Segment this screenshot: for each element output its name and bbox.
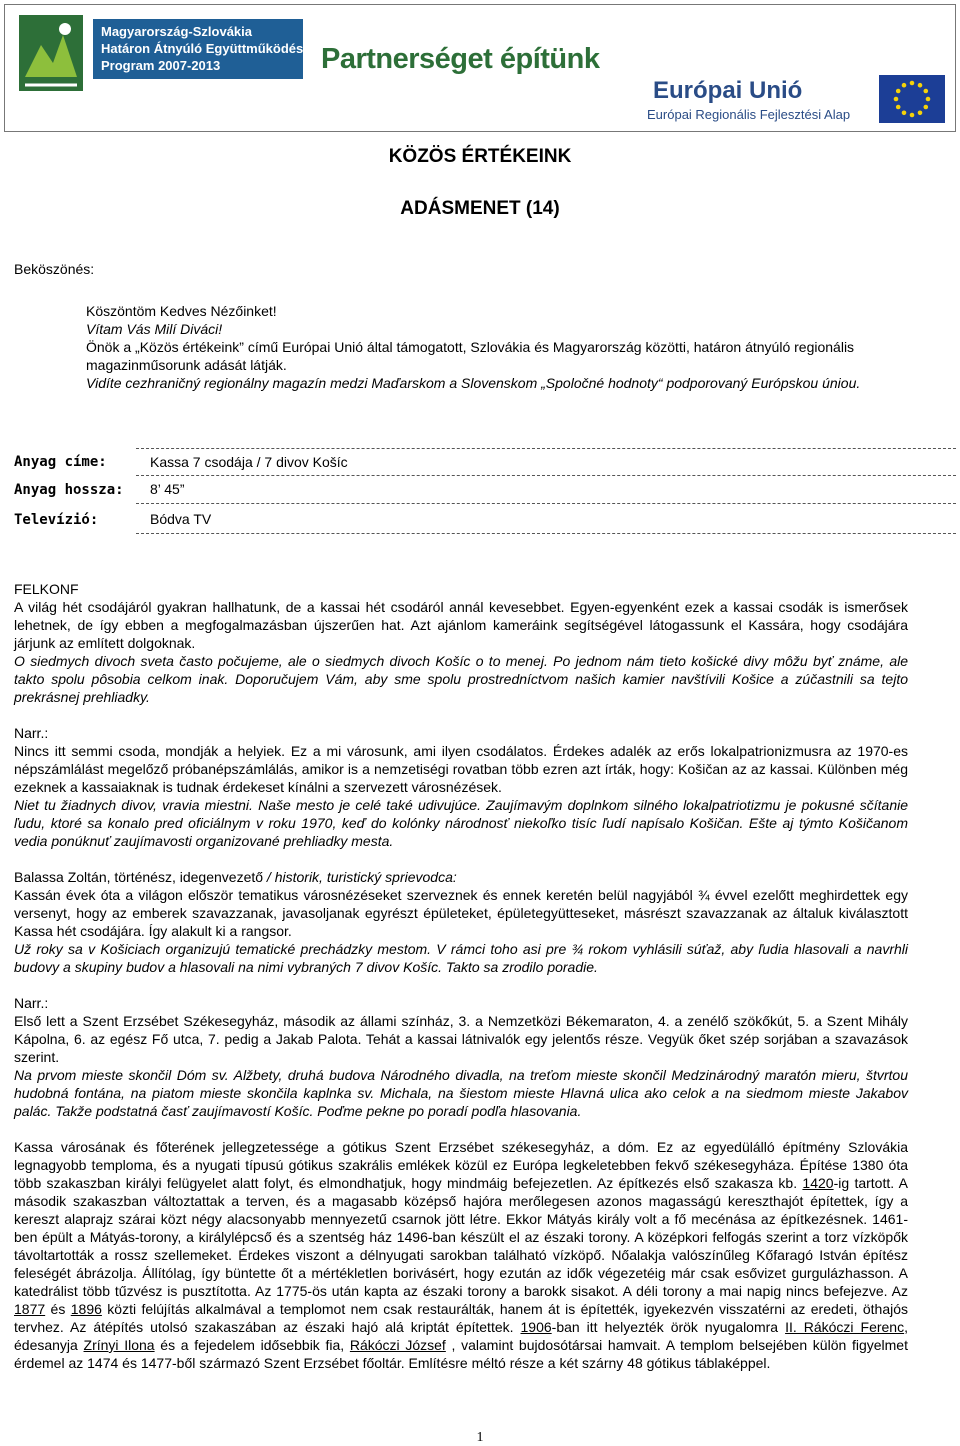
intro-block [86,302,916,392]
narr1-hu: Nincs itt semmi csoda, mondják a helyiek. Ez a mi városunk, ami ilyen csodálatos. Érdekes adalék az erős lokalpatrionizmusra az 1970-es népszámlálást megelőző próbanépszámlálás, amikor is a nemzetiségi rovatban több ezren azt írták, hogy: Košičan az az kassai. Különben még ezeknek a kassaiaknak is tudnak érdekeset kínálni a szervezett városnézések. [14,743,908,795]
felkonf-sk: O siedmych divoch sveta často počujeme, ale o siedmych divoch Košíc o to menej. Po jednom nám tieto košické divy môžu byť známe, ale takto spolu pôsobia celkom inak. Doporučujem Vám, aby sme spolu prostredníctvom našich kamier navštívili Košice a zúčastnili sa tejto prekrásnej prehliadky. [14,653,908,705]
program-line-1: Magyarország-Szlovákia [101,24,253,39]
meta-length-label: Anyag hossza: [14,482,124,498]
intro-paragraph-sk: Vidíte cezhraničný regionálny magazín medzi Maďarskom a Slovenskom „Spoločné hodnoty“ podporovaný Európskou úniou. [86,375,861,391]
balassa-hu: Kassán évek óta a világon először tematikus városnézéseket szerveznek és ennek keretén belül nagyjából ¾ évvel ezelőtt meghirdettek egy versenyt, hogy az emberek szavazzanak, javasoljanak egyrészt épületeket, épületegyütteseket, másrészt szavazzanak az általuk kiválasztott Kassa hét csodájára. Így alakult ki a rangsor. [14,887,908,939]
link-zrinyi-ilona[interactable]: Zrínyi Ilona [83,1337,155,1353]
intro-paragraph-hu: Önök a „Közös értékeink” című Európai Unió által támogatott, Szlovákia és Magyarország közötti, határon átnyúló regionális magazinműsorunk adását látják. [86,339,855,373]
meta-tv-row [14,506,956,534]
header-banner [4,4,956,132]
cathedral-text-6: , édesanyja [14,1319,908,1353]
body-text [14,580,908,1372]
slogan: Partnerséget építünk [321,43,600,75]
narr2-hu: Első lett a Szent Erzsébet Székesegyház, második az állami színház, 3. a Nemzetközi Békemaraton, 4. a zenélő szökőkút, 5. a Szent Mihály Kápolna, 6. az egész Fő utca, 7. pedig a Jakab Palota. Tehát a kassai látnivalók egy jelentős része. Vegyük őket szép sorjában a szavazások szerint. [14,1013,908,1065]
eu-flag-icon [879,75,945,123]
meta-title-label: Anyag címe: [14,454,107,470]
intro-line-hu: Köszöntöm Kedves Nézőinket! [86,303,277,319]
speaker-role-sk: / historik, turistický sprievodca: [263,869,457,885]
narr2-sk: Na prvom mieste skončil Dóm sv. Alžbety, druhá budova Národného divadla, na treťom mieste skončil Medzinárodný maratón mieru, štvrtou hudobná fontána, na piatom mieste skončila kaplnka sv. Michala, na šiestom mieste Hlavná ulica ako celok a na siedmom mieste Jakabov palác. Takže podstatná časť zaujímavostí Košíc. Poďme pekne po poradí podľa hlasovania. [14,1067,908,1119]
program-line-2: Határon Átnyúló Együttműködési [101,41,307,56]
program-name [93,19,307,79]
meta-title-value: Kassa 7 csodája / 7 divov Košíc [136,448,956,476]
balassa-sk: Už roky sa v Košiciach organizujú tematické prechádzky mestom. V rámci toho asi pre ¾ rokom vyhlásili súťaž, aby ľudia hlasovali a navrhli budovy a skupiny budov a hlasovali na nimi vybraných 7 divov Košíc. Takto sa zrodilo poradie. [14,941,908,975]
document-title: KÖZÖS ÉRTÉKEINK [388,146,572,167]
meta-tv-label: Televízió: [14,512,99,528]
balassa-speaker [14,868,908,886]
felkonf-label: FELKONF [14,581,79,597]
eu-title: Európai Unió [653,77,803,104]
narr2-label: Narr.: [14,995,49,1011]
link-1420[interactable]: 1420 [802,1175,834,1191]
narr1-label: Narr.: [14,725,49,741]
intro-line-sk: Vítam Vás Milí Diváci! [86,321,223,337]
link-rakoczi-jozsef[interactable]: Rákóczi József [349,1337,446,1353]
cathedral-text-8: , valamint bujdosótársai hamvait. A templom belsejében külön figyelmet érdemel az 1474 és 1477-ből származó Szent Erzsébet főoltár. Említésre méltó része a két szárny 48 gótikus táblaképpel. [14,1337,908,1371]
link-rakoczi-ferenc[interactable]: II. Rákóczi Ferenc [785,1319,905,1335]
cathedral-text-1: Kassa városának és főterének jellegzetessége a gótikus Szent Erzsébet székesegyház, a dóm. Ez az egyedülálló építmény Szlovákia legnagyobb temploma, és a nyugati típusú gótikus szakrális emlékek közül ez Európa legkeletebben fekvő székesegyháza. Építése 1380 óta több szakaszban királyi felügyelet alatt folyt, és elmondhatjuk, hogy mindmáig befejezetlen. Az építkezés első szakasza kb. [14,1139,908,1191]
meta-length-row [14,476,956,504]
program-logo [19,15,309,97]
speaker-name: Balassa Zoltán, történész, idegenvezető [14,869,264,885]
page-number: 1 [476,1430,484,1445]
cathedral-text-2: -ig tartott. A második szakaszban változtattak a terven, és a magasabb középső hajóra merőlegesen azonos magasságú kereszthajót építettek, így a kereszt alaprajz szárai közt négy alacsonyabb mennyezetű csarnok jött létre. Ekkor Mátyás király volt a fő mecénása az építkezésnek. 1461-ben épült a Mátyás-torony, a királylépcső és a szentség ház 1496-ban készült el az északi torony. A középkori felfogás szerint a torz vízköpők távoltartották a rossz szellemeket. Érdekes viszont a délnyugati sarokban található vízköpő. Nőalakja valószínűleg Kőfaragó István építész feleségét ábrázolja. Állítólag, így büntette őt a mértékletlen borivásért, hogy ezután az idők végezetéig már csak esővizet gurgulázhasson. A katedrálist több tűzvész is pusztította. Az 1775-ös után kapta az északi torony a barokk sisakot. A déli torony a mai napig nincs befejezve. Az [14,1175,908,1299]
link-1906[interactable]: 1906 [520,1319,552,1335]
narr1-sk: Niet tu žiadnych divov, vravia miestni. Naše mesto je celé také udivujúce. Zaujímavým doplnkom silného lokalpatriotizmu je pokusné sčítanie ľudu, ktoré sa konalo pred oficiálnym v roku 1970, keď do kolónky národnosť niekoľko tisíc ľudí napísalo Košičan. Ešte aj týmto Košičanom vedia ponúknuť zaujímavosti organizované prehliadky mesta. [14,797,908,849]
greeting-label: Beköszönés: [14,261,95,277]
meta-length-value: 8’ 45” [136,476,956,504]
link-1877[interactable]: 1877 [14,1301,46,1317]
cathedral-text-4: közti felújítás alkalmával a templomot nem csak restaurálták, hanem át is építették, igyekezvén visszatérni az eredeti, öthajós tervhez. Az átépítés utolsó szakaszában az északi hajó alá kriptát építettek. [14,1301,908,1335]
program-line-3: Program 2007-2013 [101,58,221,73]
cathedral-text-3: és [45,1301,71,1317]
link-1896[interactable]: 1896 [70,1301,102,1317]
cathedral-text-7: és a fejedelem idősebbik fia, [154,1337,350,1353]
felkonf-hu: A világ hét csodájáról gyakran hallhatunk, de a kassai hét csodáról annál kevesebbet. Egyen-egyenként ezek a kassai csodák is ismerősek lehetnek, de így ebben a megfogalmazásban újszerűen hat. Azt ajánlom kameráink segítségével látogassunk el Kassára, hogy csodájára járjunk az említett dolgoknak. [14,599,908,651]
meta-tv-value: Bódva TV [136,506,956,534]
meta-title-row [14,448,956,476]
cathedral-paragraph [14,1138,908,1372]
eu-logo [645,75,945,127]
program-logo-mark-icon [19,15,83,91]
eu-subtitle: Európai Regionális Fejlesztési Alap [647,107,851,122]
cathedral-text-5: -ban itt helyezték örök nyugalomra [551,1319,786,1335]
document-subtitle: ADÁSMENET (14) [400,198,560,219]
